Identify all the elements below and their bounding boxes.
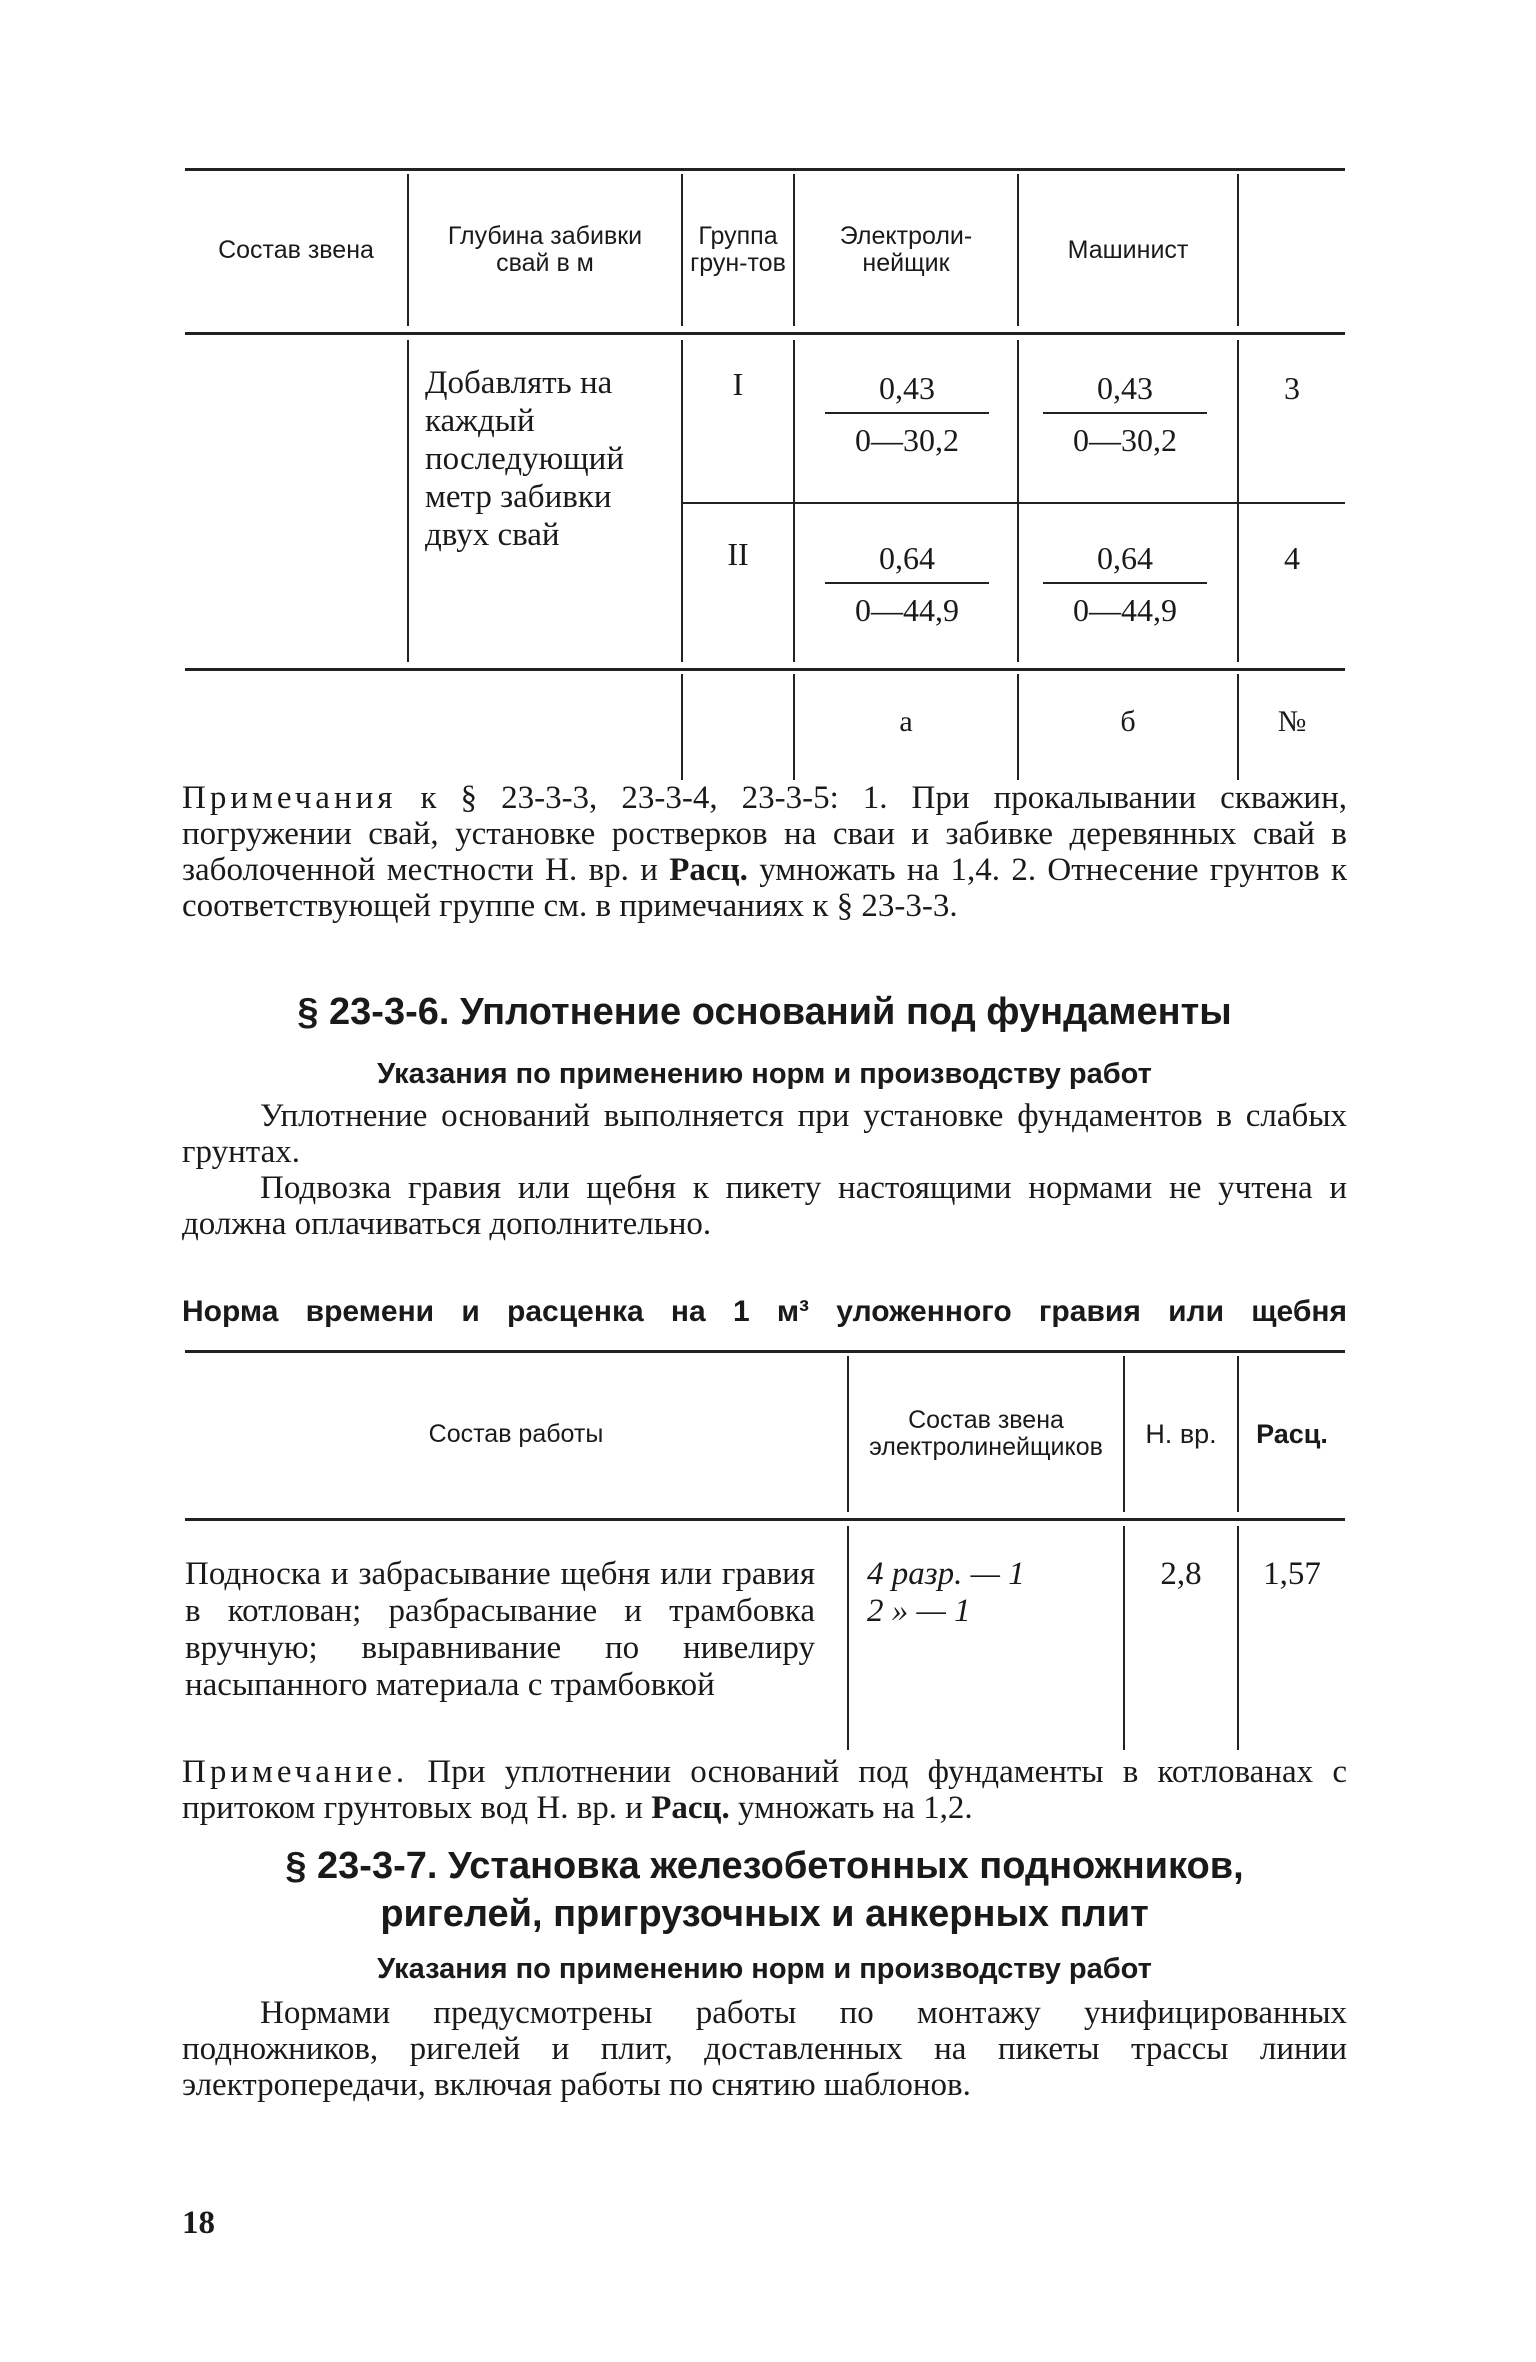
compaction-norms-table [185, 1350, 1345, 1750]
row1-machinist-rate: 0—30,2 [1073, 422, 1177, 458]
header-rate: Расц. [1256, 1418, 1328, 1449]
table2-caption: Норма времени и расценка на 1 м³ уложенного гравия или щебня [182, 1295, 1347, 1328]
row2-number: 4 [1284, 540, 1300, 576]
row1-electrician-rate: 0—30,2 [855, 422, 959, 458]
section-subtitle-23-3-7: Указания по применению норм и производству работ [377, 1953, 1152, 1985]
row2-machinist-rate: 0—44,9 [1073, 592, 1177, 628]
header-machinist: Машинист [1067, 235, 1189, 264]
notes-paragraph-1 [182, 780, 1347, 924]
work-description: Подноска и забрасывание щебня или гравия в котлован; разбрасывание и трамбовка вручную; выравнивание по нивелиру насыпанного материала с трамбовкой [185, 1556, 815, 1703]
notes-label: Примечания [182, 780, 397, 816]
crew-line-2: 2 » — 1 [867, 1593, 971, 1629]
row2-machinist-norm: 0,64 [1097, 540, 1153, 576]
section-subtitle-23-3-6: Указания по применению норм и производству работ [377, 1058, 1152, 1090]
notes-text-2: умножать на 1,4. 2. Отнесение грунтов к соответствующей группе см. в примечаниях к § 23-3-3. [182, 852, 1348, 924]
footer-col-number: № [1277, 705, 1307, 738]
header-electrician: Электроли-нейщик [839, 222, 973, 277]
note-text-2: умножать на 1,2. [738, 1790, 973, 1826]
notes-rate-bold: Расц. [669, 852, 748, 888]
crew-line-1: 4 разр. — 1 [867, 1556, 1025, 1592]
row2-electrician-norm: 0,64 [879, 540, 935, 576]
page-number: 18 [182, 2205, 215, 2241]
row1-machinist-norm: 0,43 [1097, 370, 1153, 406]
time-norm-value: 2,8 [1160, 1556, 1202, 1592]
note-text: При уплотнении оснований под фундаменты в котлованах с притоком грунтовых вод Н. вр. и [182, 1754, 1348, 1826]
row2-group: II [727, 536, 749, 572]
depth-description: Добавлять на каждый последующий метр забивки двух свай [425, 365, 624, 553]
header-depth: Глубина забивки свай в м [447, 222, 643, 277]
section-title-23-3-7-line-2: ригелей, пригрузочных и анкерных плит [380, 1893, 1149, 1935]
footer-col-b: б [1120, 705, 1136, 738]
row1-group: I [732, 366, 744, 402]
section-title-23-3-6: § 23-3-6. Уплотнение оснований под фундаменты [297, 991, 1232, 1033]
header-soil-group: Группа грун-тов [690, 222, 786, 277]
notes-paragraph-2 [182, 1754, 1347, 1826]
section2-paragraph-1: Нормами предусмотрены работы по монтажу унифицированных подножников, ригелей и плит, доставленных на пикеты трассы линии электропередачи, включая работы по снятию шаблонов. [182, 1995, 1347, 2103]
section1-paragraph-1: Уплотнение оснований выполняется при установке фундаментов в слабых грунтах. [182, 1098, 1347, 1170]
rate-value: 1,57 [1263, 1556, 1321, 1592]
row2-electrician-rate: 0—44,9 [855, 592, 959, 628]
header-crew: Состав звена [218, 235, 374, 264]
note-label: Примечание. [182, 1754, 409, 1790]
notes-text: к § 23-3-3, 23-3-4, 23-3-5: 1. При прокалывании скважин, погружении свай, установке ростверков на сваи и забивке деревянных свай в заболоченной местности Н. вр. и [182, 780, 1347, 888]
header-work-composition: Состав работы [428, 1419, 604, 1448]
footer-col-a: а [899, 705, 913, 738]
section1-paragraph-2: Подвозка гравия или щебня к пикету настоящими нормами не учтена и должна оплачиваться дополнительно. [182, 1170, 1347, 1242]
header-time-norm: Н. вр. [1145, 1418, 1217, 1449]
note-rate-bold: Расц. [651, 1790, 730, 1826]
row1-electrician-norm: 0,43 [879, 370, 935, 406]
row1-number: 3 [1284, 370, 1300, 406]
section-title-23-3-7-line-1: § 23-3-7. Установка железобетонных подножников, [285, 1845, 1244, 1887]
crew-composition [867, 1556, 1107, 1630]
header-crew-composition: Состав звена электролинейщиков [869, 1406, 1103, 1461]
pile-norms-table [185, 168, 1345, 780]
